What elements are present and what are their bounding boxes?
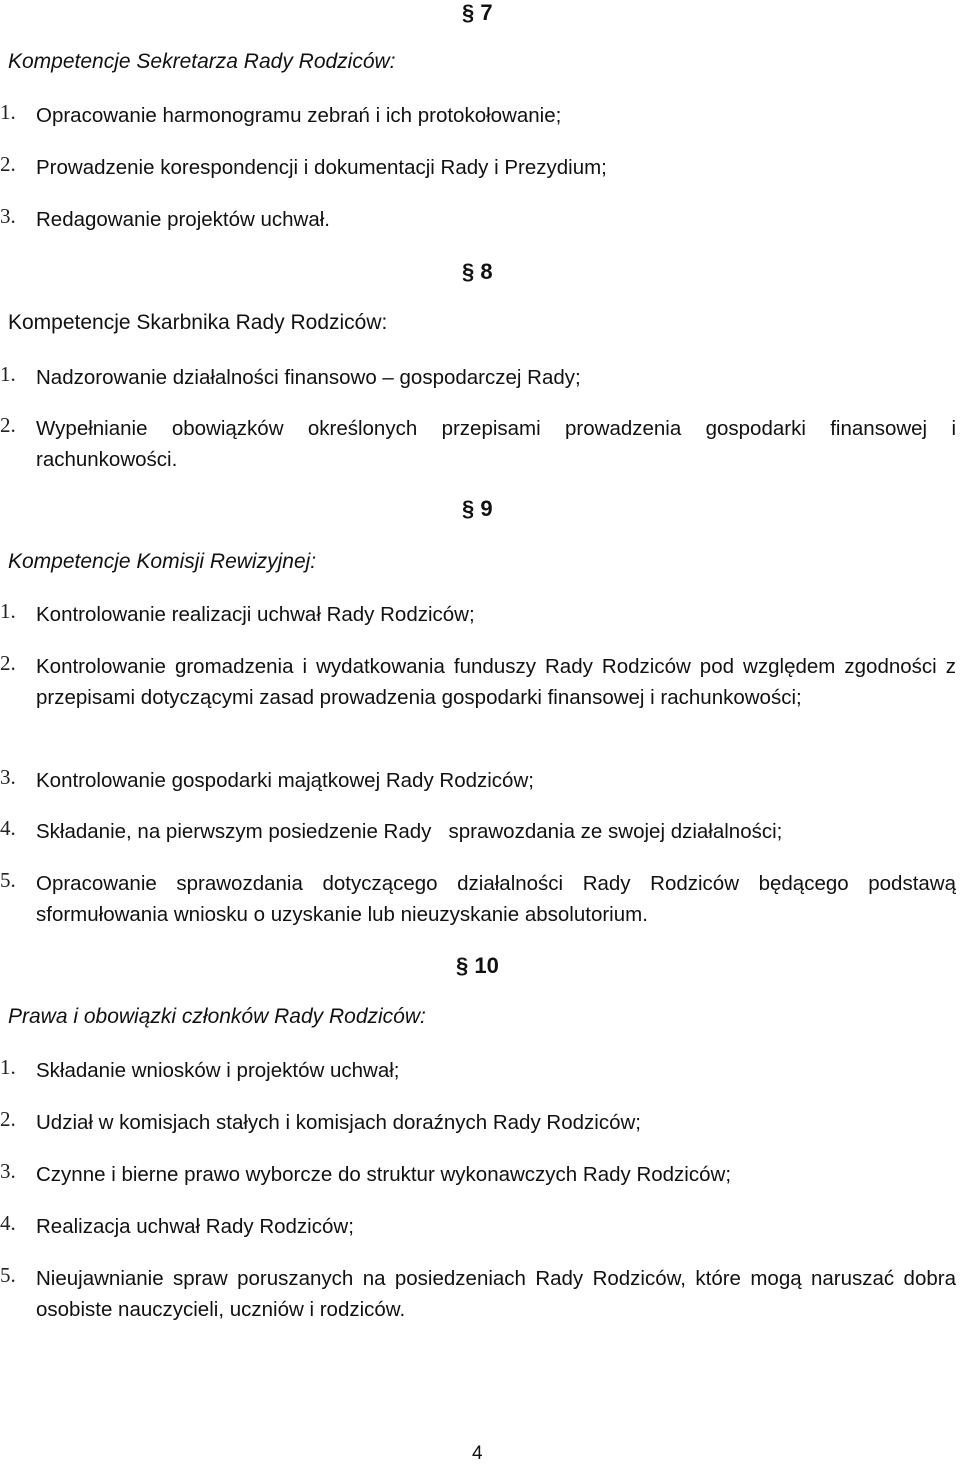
list-text: Kontrolowanie gospodarki majątkowej Rady Rodziców; [36, 769, 534, 792]
list-number: 2. [0, 152, 16, 176]
list-text: Prowadzenie korespondencji i dokumentacji Rady i Prezydium; [36, 156, 607, 179]
list-number: 1. [0, 1055, 16, 1079]
list-text: Redagowanie projektów uchwał. [36, 208, 331, 231]
list-number: 1. [0, 100, 16, 124]
list-number: 1. [0, 599, 16, 623]
paragraph-9-heading: § 9 [462, 496, 493, 521]
list-number: 5. [0, 868, 16, 892]
section-title-prawa: Prawa i obowiązki członków Rady Rodziców: [8, 1005, 426, 1028]
list-text: Składanie, na pierwszym posiedzenie Rady sprawozdania ze swojej działalności; [36, 820, 783, 843]
list-text: Opracowanie sprawozdania dotyczącego działalności Rady Rodziców będącego podstawą sformułowania wniosku o uzyskanie lub nieuzyskanie absolutorium. [36, 872, 956, 926]
section-title-komisja: Kompetencje Komisji Rewizyjnej: [8, 550, 317, 573]
list-text: Nadzorowanie działalności finansowo – gospodarczej Rady; [36, 366, 581, 389]
page-number: 4 [472, 1443, 483, 1464]
list-number: 5. [0, 1263, 16, 1287]
list-number: 4. [0, 816, 16, 840]
list-number: 1. [0, 362, 16, 386]
list-text: Kontrolowanie realizacji uchwał Rady Rodziców; [36, 603, 475, 626]
list-text: Czynne i bierne prawo wyborcze do struktur wykonawczych Rady Rodziców; [36, 1163, 732, 1186]
list-text: Wypełnianie obowiązków określonych przepisami prowadzenia gospodarki finansowej i rachunkowości. [36, 417, 956, 471]
list-text: Opracowanie harmonogramu zebrań i ich protokołowanie; [36, 104, 562, 127]
list-number: 3. [0, 204, 16, 228]
list-text: Realizacja uchwał Rady Rodziców; [36, 1215, 354, 1238]
paragraph-7-heading: § 7 [462, 0, 493, 25]
list-number: 4. [0, 1211, 16, 1235]
list-number: 3. [0, 1159, 16, 1183]
list-number: 2. [0, 413, 16, 437]
section-title-sekretarz: Kompetencje Sekretarza Rady Rodziców: [8, 50, 396, 73]
list-number: 2. [0, 651, 16, 675]
list-text: Kontrolowanie gromadzenia i wydatkowania funduszy Rady Rodziców pod względem zgodności z przepisami dotyczącymi zasad prowadzenia gospodarki finansowej i rachunkowości; [36, 655, 956, 709]
list-number: 2. [0, 1107, 16, 1131]
list-text: Nieujawnianie spraw poruszanych na posiedzeniach Rady Rodziców, które mogą naruszać dobra osobiste nauczycieli, uczniów i rodziców. [36, 1267, 956, 1321]
section-title-skarbnik: Kompetencje Skarbnika Rady Rodziców: [8, 311, 388, 334]
list-number: 3. [0, 765, 16, 789]
paragraph-10-heading: § 10 [456, 953, 499, 978]
paragraph-8-heading: § 8 [462, 259, 493, 284]
list-text: Składanie wniosków i projektów uchwał; [36, 1059, 400, 1082]
list-text: Udział w komisjach stałych i komisjach doraźnych Rady Rodziców; [36, 1111, 641, 1134]
